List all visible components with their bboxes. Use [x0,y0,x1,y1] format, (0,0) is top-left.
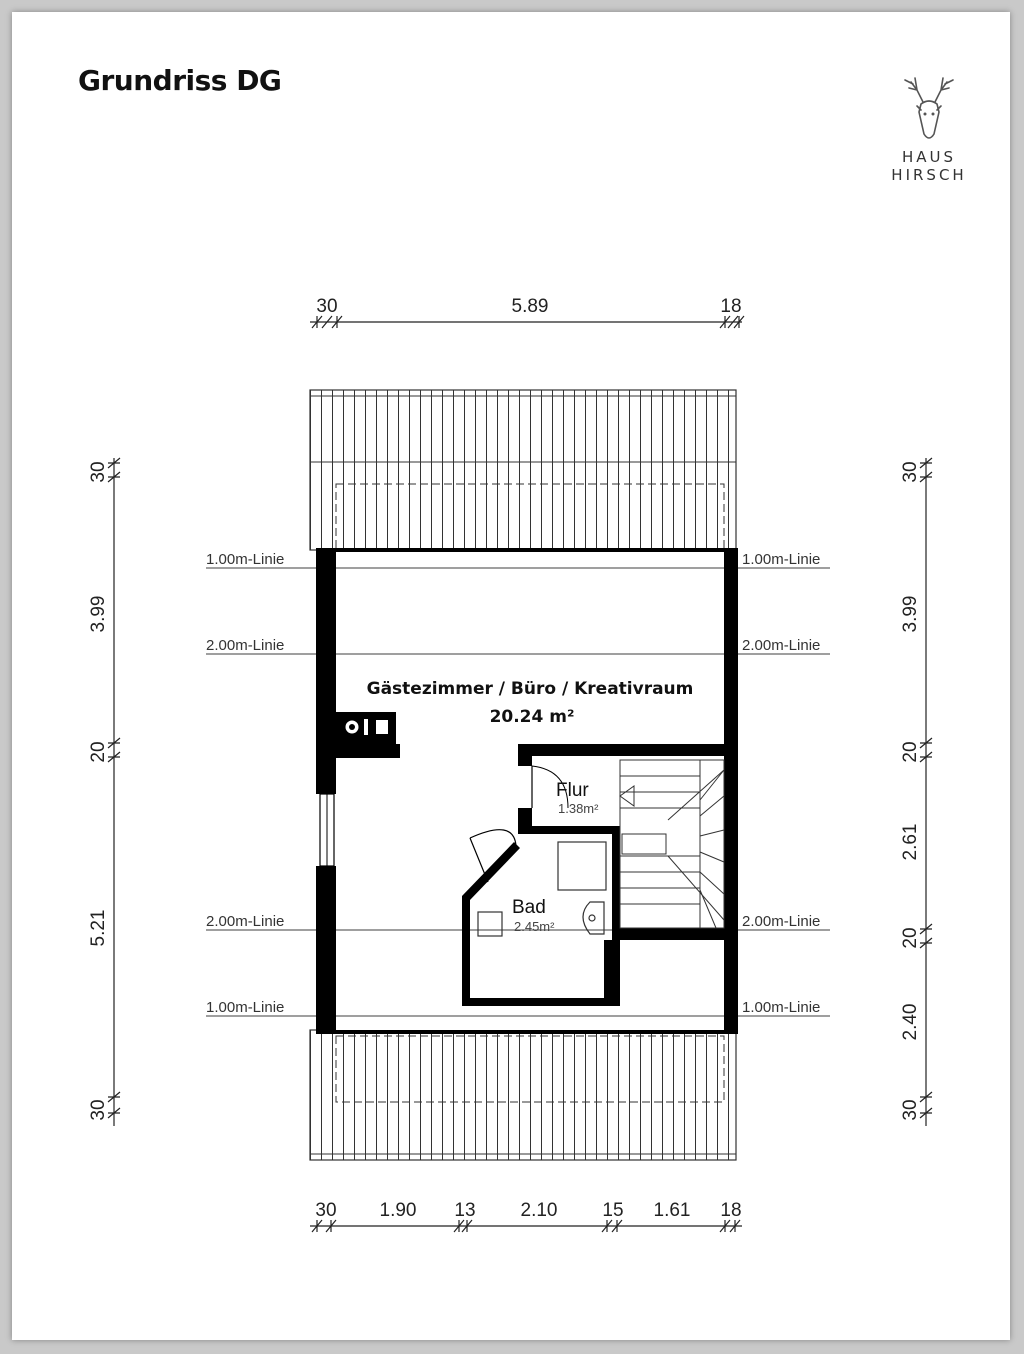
label-2m-left-top: 2.00m-Linie [206,637,285,654]
room-main-name: Gästezimmer / Büro / Kreativraum [366,679,694,699]
label-1m-right-bottom: 1.00m-Linie [742,999,821,1016]
dim-bottom-4: 15 [602,1200,624,1221]
logo-text-line2: HIRSCH [891,166,967,184]
roof-top [310,390,736,554]
dim-bottom-5: 1.61 [653,1200,691,1221]
dim-top-1: 5.89 [511,296,549,317]
page-title: Grundriss DG [78,64,282,97]
room-flur-name: Flur [556,780,589,801]
dim-bottom-1: 1.90 [379,1200,417,1221]
room-main-area: 20.24 m² [489,707,575,727]
dim-bottom-3: 2.10 [520,1200,558,1221]
dimensions-left [88,461,109,1120]
room-bad-name: Bad [512,897,546,918]
dim-bottom-0: 30 [315,1200,337,1221]
dim-right-1: 3.99 [900,595,921,633]
dim-left-3: 5.21 [88,909,109,947]
label-2m-left-bottom: 2.00m-Linie [206,913,285,930]
dim-left-1: 3.99 [88,595,109,633]
dim-left-0: 30 [88,461,109,483]
dim-top-2: 18 [720,296,742,317]
dim-right-0: 30 [900,461,921,483]
dimensions-top [316,296,741,317]
dim-bottom-2: 13 [454,1200,476,1221]
room-bad-area: 2.45m² [514,919,555,934]
dim-top-0: 30 [316,296,338,317]
dim-left-2: 20 [88,741,109,763]
dimensions-bottom [315,1200,741,1221]
window [320,794,334,866]
dim-right-5: 2.40 [900,1003,921,1041]
room-flur-area: 1.38m² [558,801,599,816]
logo-text-line1: HAUS [901,148,957,166]
dim-right-4: 20 [900,927,921,949]
label-2m-right-top: 2.00m-Linie [742,637,821,654]
label-2m-right-bottom: 2.00m-Linie [742,913,821,930]
label-1m-left-bottom: 1.00m-Linie [206,999,285,1016]
label-1m-left-top: 1.00m-Linie [206,551,285,568]
dim-bottom-6: 18 [720,1200,742,1221]
label-1m-right-top: 1.00m-Linie [742,551,821,568]
roof-bottom [310,1030,736,1160]
dim-right-3: 2.61 [900,823,921,861]
dim-left-4: 30 [88,1099,109,1121]
dim-right-6: 30 [900,1099,921,1121]
dimensions-right [900,461,921,1120]
dim-right-2: 20 [900,741,921,763]
